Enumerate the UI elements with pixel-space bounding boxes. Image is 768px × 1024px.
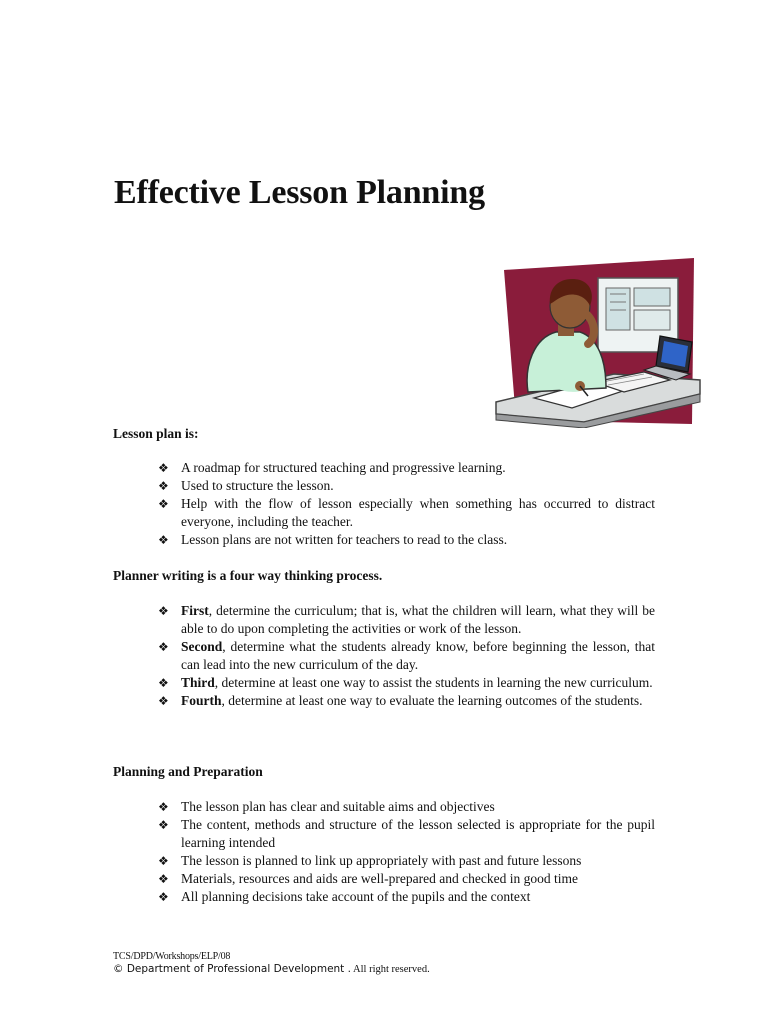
page-title: Effective Lesson Planning bbox=[114, 174, 485, 211]
diamond-bullet-icon: ❖ bbox=[158, 533, 169, 547]
planning-preparation-list bbox=[158, 798, 655, 906]
thinking-process-list bbox=[158, 602, 655, 710]
list-item: ❖ The content, methods and structure of the lesson selected is appropriate for the pupil learning intended bbox=[158, 817, 655, 850]
section-heading-lesson-plan: Lesson plan is: bbox=[113, 426, 199, 441]
diamond-bullet-icon: ❖ bbox=[158, 497, 169, 511]
footer-copyright-org: © Department of Professional Development . bbox=[113, 963, 351, 975]
footer-rights: All right reserved. bbox=[350, 964, 430, 975]
lesson-plan-list bbox=[158, 459, 655, 549]
list-item: ❖ Lesson plans are not written for teachers to read to the class. bbox=[158, 532, 508, 547]
diamond-bullet-icon: ❖ bbox=[158, 854, 169, 868]
list-item: ❖ First, determine the curriculum; that is, what the children will learn, what they will be able to do upon completing the activities or work of the lesson. bbox=[158, 603, 655, 636]
section-heading-planning-preparation: Planning and Preparation bbox=[113, 764, 263, 779]
diamond-bullet-icon: ❖ bbox=[158, 461, 169, 475]
list-item: ❖ The lesson is planned to link up appropriately with past and future lessons bbox=[158, 853, 582, 868]
diamond-bullet-icon: ❖ bbox=[158, 818, 169, 832]
diamond-bullet-icon: ❖ bbox=[158, 676, 169, 690]
teacher-at-desk-illustration bbox=[494, 256, 702, 428]
list-item: ❖ The lesson plan has clear and suitable aims and objectives bbox=[158, 799, 495, 814]
diamond-bullet-icon: ❖ bbox=[158, 479, 169, 493]
list-item: ❖ Third, determine at least one way to assist the students in learning the new curriculum. bbox=[158, 675, 653, 690]
footer-copyright bbox=[113, 963, 430, 975]
diamond-bullet-icon: ❖ bbox=[158, 800, 169, 814]
list-item: ❖ Fourth, determine at least one way to evaluate the learning outcomes of the students. bbox=[158, 693, 643, 708]
diamond-bullet-icon: ❖ bbox=[158, 872, 169, 886]
footer-document-code: TCS/DPD/Workshops/ELP/08 bbox=[113, 951, 231, 962]
list-item: ❖ All planning decisions take account of the pupils and the context bbox=[158, 889, 531, 904]
diamond-bullet-icon: ❖ bbox=[158, 640, 169, 654]
diamond-bullet-icon: ❖ bbox=[158, 604, 169, 618]
diamond-bullet-icon: ❖ bbox=[158, 694, 169, 708]
list-item: ❖ Help with the flow of lesson especially when something has occurred to distract everyone, including the teacher. bbox=[158, 496, 655, 529]
section-heading-thinking-process: Planner writing is a four way thinking process. bbox=[113, 568, 383, 583]
diamond-bullet-icon: ❖ bbox=[158, 890, 169, 904]
list-item: ❖ Used to structure the lesson. bbox=[158, 478, 334, 493]
list-item: ❖ Materials, resources and aids are well-prepared and checked in good time bbox=[158, 871, 578, 886]
list-item: ❖ A roadmap for structured teaching and progressive learning. bbox=[158, 460, 506, 475]
list-item: ❖ Second, determine what the students already know, before beginning the lesson, that can lead into the new curriculum of the day. bbox=[158, 639, 655, 672]
